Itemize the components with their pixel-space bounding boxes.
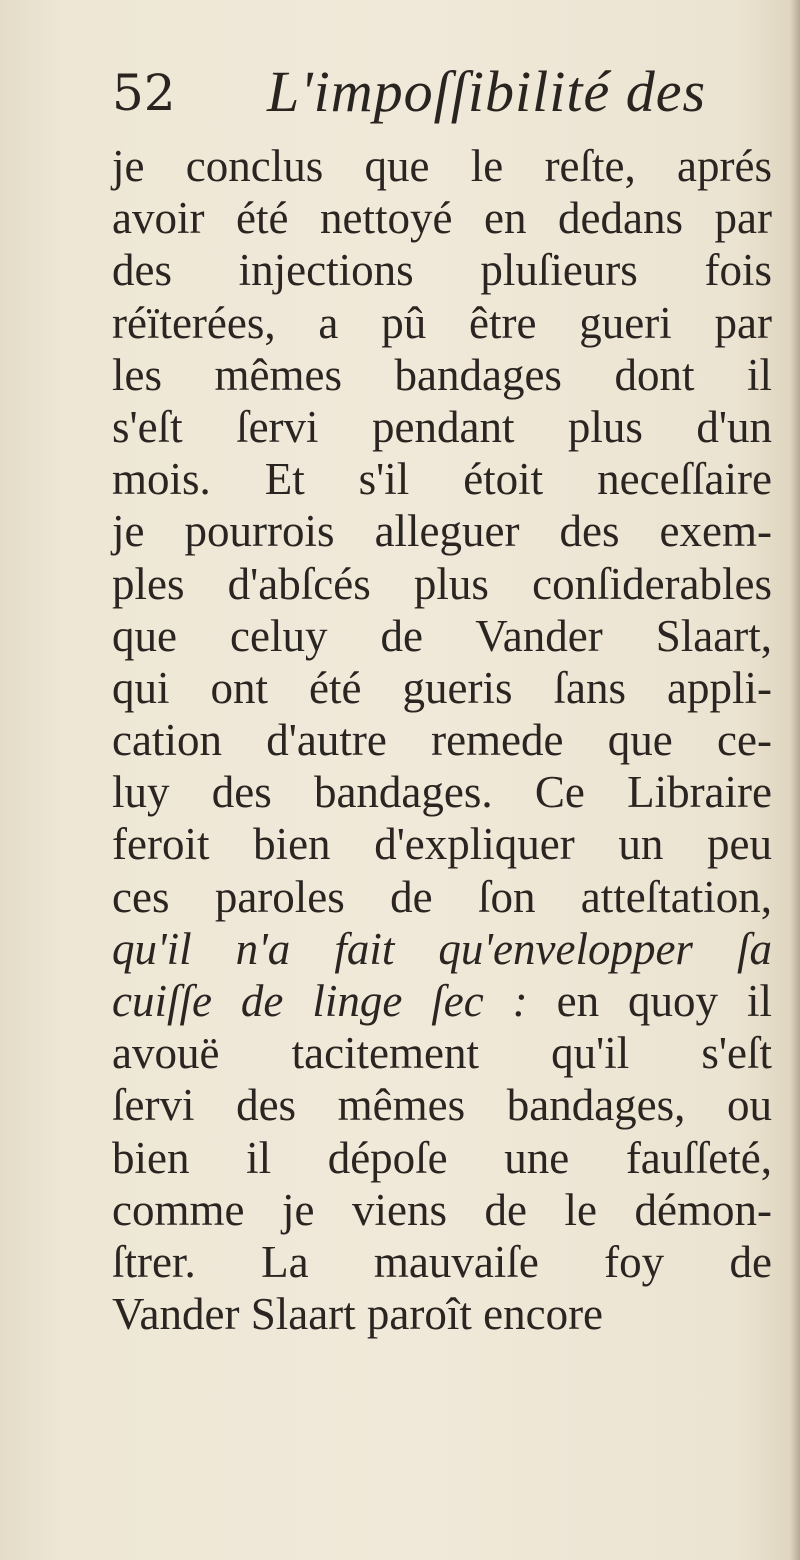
text-line: cation d'autre remede que ce- <box>112 715 772 766</box>
body-text <box>112 140 772 1340</box>
text-line: que celuy de Vander Slaart, <box>112 610 772 661</box>
text-line: Vander Slaart paroît encore <box>112 1289 604 1340</box>
text-line: s'eſt ſervi pendant plus d'un <box>112 401 772 452</box>
text-line: les mêmes bandages dont il <box>112 349 772 400</box>
text-line: bien il dépoſe une fauſſeté, <box>112 1132 772 1183</box>
page-number: 52 <box>112 64 176 122</box>
text-line: qui ont été gueris ſans appli- <box>112 662 772 713</box>
text-line: avoir été nettoyé en dedans par <box>112 193 772 244</box>
text-fragment: en quoy il <box>556 976 772 1026</box>
text-line: avouë tacitement qu'il s'eſt <box>112 1028 772 1079</box>
text-line: des injections pluſieurs fois <box>112 245 772 296</box>
text-line: je conclus que le reſte, aprés <box>112 141 772 191</box>
text-line: ples d'abſcés plus conſiderables <box>112 558 772 609</box>
text-line-mixed <box>112 975 772 1027</box>
text-line: luy des bandages. Ce Libraire <box>112 767 772 818</box>
running-head <box>112 58 752 138</box>
text-line: réïterées, a pû être gueri par <box>112 297 772 348</box>
text-line: comme je viens de le démon- <box>112 1184 772 1235</box>
quoted-text-fragment: cuiſſe de linge ſec : <box>112 976 528 1026</box>
text-line: je pourrois alleguer des exem- <box>112 506 772 557</box>
text-line: mois. Et s'il étoit neceſſaire <box>112 454 772 505</box>
text-line: ſervi des mêmes bandages, ou <box>112 1080 772 1131</box>
text-line: feroit bien d'expliquer un peu <box>112 819 772 870</box>
text-line: ſtrer. La mauvaiſe foy de <box>112 1236 772 1287</box>
text-line: ces paroles de ſon atteſtation, <box>112 871 772 922</box>
running-title: L'impoſſibilité des <box>267 59 707 124</box>
quoted-text-line: qu'il n'a fait qu'envelopper ſa <box>112 923 772 974</box>
